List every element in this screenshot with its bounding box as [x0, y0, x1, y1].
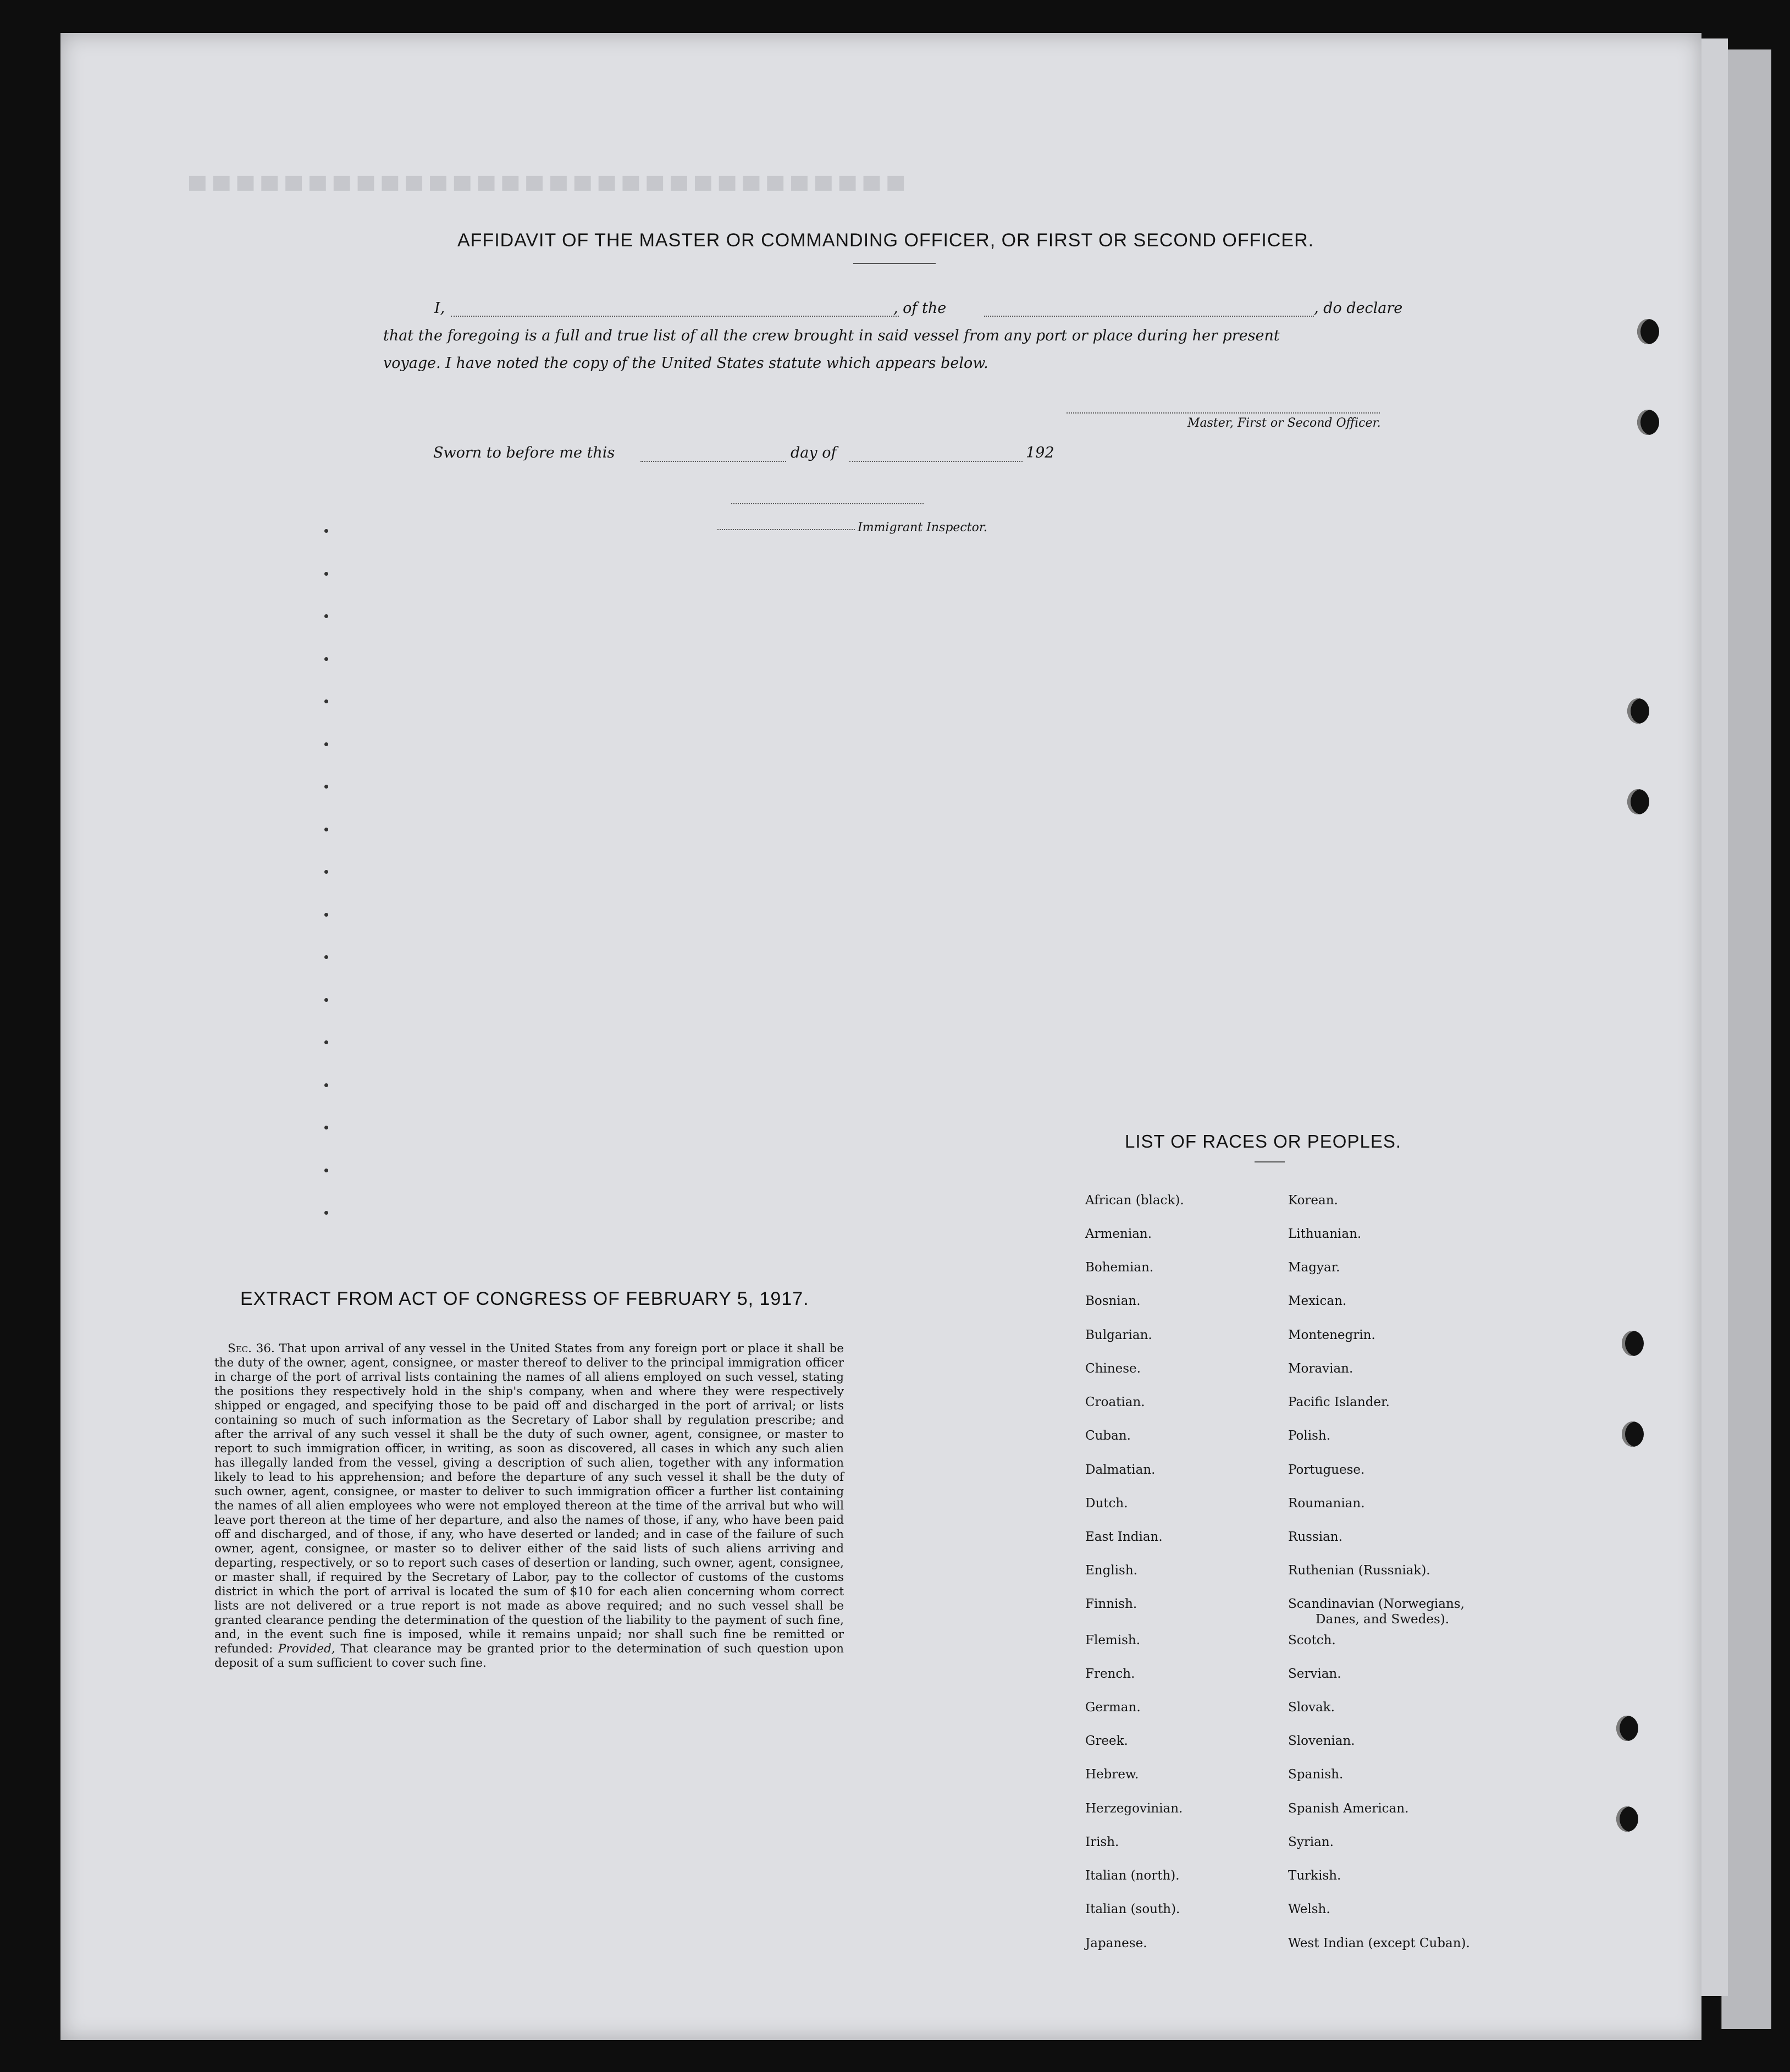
race-item: West Indian (except Cuban). [1288, 1936, 1470, 1950]
sworn-text: Sworn to before me this [433, 444, 615, 461]
race-item: Welsh. [1288, 1902, 1330, 1916]
race-item: Servian. [1288, 1667, 1341, 1681]
race-item: Chinese. [1085, 1362, 1141, 1376]
race-item: Bohemian. [1085, 1260, 1154, 1275]
race-item: Herzegovinian. [1085, 1801, 1183, 1816]
punch-hole-icon [1622, 1331, 1644, 1356]
race-item: Japanese. [1085, 1936, 1147, 1950]
row-dot [324, 1083, 328, 1087]
race-item: Russian. [1288, 1530, 1342, 1544]
punch-hole-icon [1616, 1716, 1638, 1741]
race-item: English. [1085, 1563, 1137, 1578]
row-dot [324, 1169, 328, 1172]
race-item: Magyar. [1288, 1260, 1340, 1275]
title-underline [853, 263, 936, 264]
punch-hole-icon [1637, 319, 1659, 344]
race-item: Dalmatian. [1085, 1463, 1156, 1477]
row-dot [324, 913, 328, 917]
race-item: Turkish. [1288, 1869, 1341, 1883]
race-item: Korean. [1288, 1193, 1338, 1208]
race-item: Bosnian. [1085, 1294, 1141, 1308]
punch-hole-icon [1627, 789, 1649, 814]
extract-tail: That clearance may be granted prior to the determination of such question upon deposit of a sum sufficient to cover such fine. [214, 1642, 844, 1670]
affidavit-line2: that the foregoing is a full and true list of all the crew brought in said vessel from any port or place during her present [383, 327, 1280, 344]
punch-hole-icon [1627, 698, 1649, 724]
race-item: German. [1085, 1700, 1141, 1715]
name-field[interactable] [451, 316, 899, 317]
race-item: Spanish. [1288, 1767, 1344, 1782]
race-item: Irish. [1085, 1835, 1119, 1849]
row-dot [324, 742, 328, 746]
row-dot [324, 529, 328, 533]
race-item: Flemish. [1085, 1633, 1141, 1647]
race-item: Slovak. [1288, 1700, 1335, 1715]
race-item: Pacific Islander. [1288, 1395, 1390, 1409]
row-dot [324, 955, 328, 959]
race-item: Montenegrin. [1288, 1328, 1375, 1342]
race-item: East Indian. [1085, 1530, 1163, 1544]
affidavit-declare: , do declare [1314, 300, 1403, 317]
row-dot [324, 614, 328, 618]
row-dot [324, 870, 328, 874]
race-item: Greek. [1085, 1734, 1128, 1748]
extract-title: EXTRACT FROM ACT OF CONGRESS OF FEBRUARY 5, 1917. [240, 1288, 809, 1309]
race-item-continuation: Danes, and Swedes). [1316, 1612, 1450, 1627]
punch-hole-icon [1622, 1421, 1644, 1447]
row-dot [324, 1040, 328, 1044]
extract-body [214, 1342, 844, 1671]
race-item: Italian (north). [1085, 1869, 1180, 1883]
row-dot [324, 657, 328, 661]
race-item: Croatian. [1085, 1395, 1145, 1409]
sworn-month-field[interactable] [849, 461, 1023, 462]
master-label: Master, First or Second Officer. [1187, 416, 1381, 430]
race-item: Bulgarian. [1085, 1328, 1152, 1342]
master-signature-line[interactable] [1067, 412, 1380, 414]
inspector-signature-line-upper[interactable] [731, 503, 924, 504]
inspector-label: Immigrant Inspector. [858, 521, 987, 534]
extract-provided: Provided, [278, 1642, 335, 1656]
underlying-page-edge [1721, 49, 1771, 2029]
affidavit-title: AFFIDAVIT OF THE MASTER OR COMMANDING OFFICER, OR FIRST OR SECOND OFFICER. [457, 230, 1314, 251]
race-item: Scotch. [1288, 1633, 1336, 1647]
extract-section: Sec. 36. [228, 1342, 275, 1355]
race-item: Spanish American. [1288, 1801, 1409, 1816]
race-item: Lithuanian. [1288, 1227, 1362, 1241]
race-item: Dutch. [1085, 1496, 1128, 1511]
race-item: Hebrew. [1085, 1767, 1139, 1782]
affidavit-of-the: , of the [893, 300, 947, 317]
race-item: Finnish. [1085, 1597, 1137, 1611]
race-item: African (black). [1085, 1193, 1184, 1208]
row-dot [324, 828, 328, 831]
row-dot [324, 998, 328, 1002]
affidavit-line3: voyage. I have noted the copy of the United States statute which appears below. [383, 355, 988, 372]
row-dot [324, 1211, 328, 1215]
race-item: Portuguese. [1288, 1463, 1365, 1477]
race-item: Italian (south). [1085, 1902, 1180, 1916]
row-dot [324, 1126, 328, 1129]
bleed-through: ■■■■■■■■■■■■■■■■■■■■■■■■■■■■■■ [187, 166, 910, 200]
race-item: Roumanian. [1288, 1496, 1365, 1511]
race-item: Polish. [1288, 1429, 1331, 1443]
row-dot [324, 785, 328, 789]
punch-hole-icon [1616, 1806, 1638, 1832]
races-title: LIST OF RACES OR PEOPLES. [1125, 1131, 1402, 1151]
race-item: Mexican. [1288, 1294, 1347, 1308]
vessel-field[interactable] [984, 316, 1314, 317]
row-dot [324, 699, 328, 703]
row-dot [324, 572, 328, 576]
race-item: Armenian. [1085, 1227, 1152, 1241]
extract-text: That upon arrival of any vessel in the United States from any foreign port or place it shall be the duty of the owner, agent, consignee, or master thereof to deliver to the principal immigration officer in charge of the port of arrival lists containing the names of all aliens employed on such vessel, stating the positions they respectively hold in the ship's company, when and where they were respectively shipped or engaged, and specifying those to be paid off and discharged in the port of arrival; or lists containing so much of such information as the Secretary of Labor shall by regulation prescribe; and after the arrival of any such vessel it shall be the duty of such owner, agent, consignee, or master to report to such immigration officer, in writing, as soon as discovered, all cases in which any such alien has illegally landed from the vessel, giving a description of such alien, together with any information likely to lead to his apprehension; and before the departure of any such vessel it shall be the duty of such owner, agent, consignee, or master to deliver to such immigration officer a further list containing the names of all alien employees who were not employed thereon at the time of the arrival but who will leave port thereon at the time of her departure, and also the names of those, if any, who have been paid off and discharged, and of those, if any, who have deserted or landed; and in case of the failure of such owner, agent, consignee, or master so to deliver either of the said lists of such aliens arriving and departing, respectively, or so to report such cases of desertion or landing, such owner, agent, consignee, or master shall, if required by the Secretary of Labor, pay to the collector of customs of the customs district in which the port of arrival is located the sum of $10 for each alien concerning whom correct lists are not delivered or a true report is not made as above required; and no such vessel shall be granted clearance pending the determination of the question of the liability to the payment of such fine, and, in the event such fine is imposed, while it remains unpaid; nor shall such fine be remitted or refunded: [214, 1342, 844, 1656]
race-item: Scandinavian (Norwegians, [1288, 1597, 1465, 1611]
day-of-text: day of [791, 444, 837, 461]
race-item: Cuban. [1085, 1429, 1131, 1443]
race-item: French. [1085, 1667, 1135, 1681]
races-underline [1255, 1161, 1285, 1162]
race-item: Ruthenian (Russniak). [1288, 1563, 1430, 1578]
affidavit-i: I, [434, 300, 445, 317]
race-item: Slovenian. [1288, 1734, 1355, 1748]
race-item: Syrian. [1288, 1835, 1334, 1849]
punch-hole-icon [1637, 410, 1659, 435]
year-text: 192 [1026, 444, 1054, 461]
inspector-signature-line[interactable] [717, 529, 855, 530]
race-item: Moravian. [1288, 1362, 1353, 1376]
sworn-day-field[interactable] [640, 461, 786, 462]
